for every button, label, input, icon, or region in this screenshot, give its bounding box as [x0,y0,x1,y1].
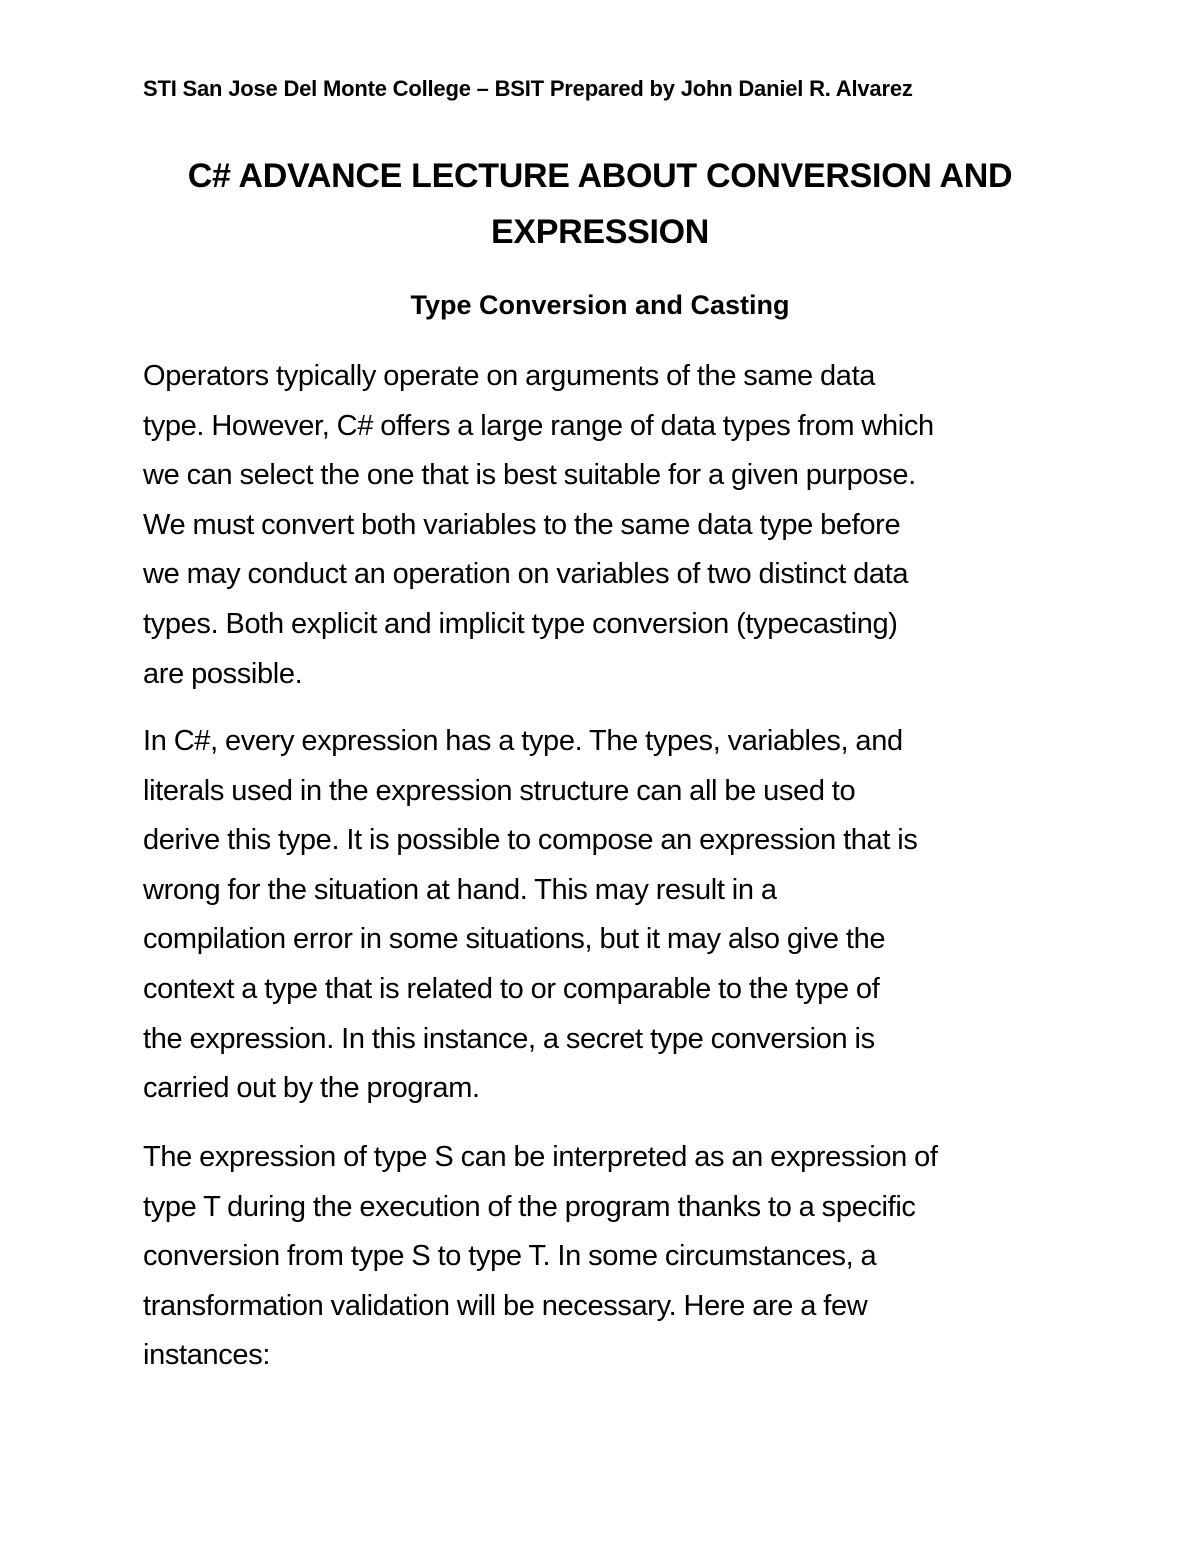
paragraph-expression-type [143,717,1083,1114]
paragraph-line: We must convert both variables to the same data type before [143,508,901,541]
title-line: C# ADVANCE LECTURE ABOUT CONVERSION AND [187,157,1013,195]
paragraph-line: transformation validation will be necessary. Here are a few [143,1289,868,1322]
paragraph-line: literals used in the expression structure can all be used to [143,774,856,807]
paragraph-line: The expression of type S can be interpreted as an expression of [143,1141,938,1173]
paragraph-line: types. Both explicit and implicit type conversion (typecasting) [143,607,898,640]
paragraph-line: type. However, C# offers a large range of data types from which [143,409,934,442]
paragraph-line: derive this type. It is possible to compose an expression that is [143,824,918,857]
paragraph-line: Operators typically operate on arguments of the same data [143,360,876,392]
paragraph-type-conversion [143,352,1083,699]
paragraph-line: we can select the one that is best suitable for a given purpose. [143,459,916,492]
title-line: EXPRESSION [490,213,710,251]
paragraph-line: context a type that is related to or comparable to the type of [143,972,880,1005]
section-heading: Type Conversion and Casting [410,290,790,320]
paragraph-s-to-t-conversion [143,1133,1083,1381]
paragraph-line: carried out by the program. [143,1072,480,1105]
paragraph-line: In C#, every expression has a type. The types, variables, and [143,725,903,757]
paragraph-line: wrong for the situation at hand. This may result in a [143,873,777,906]
page-header: STI San Jose Del Monte College – BSIT Prepared by John Daniel R. Alvarez [143,76,913,101]
paragraph-line: type T during the execution of the program thanks to a specific [143,1190,916,1223]
paragraph-line: compilation error in some situations, but it may also give the [143,923,886,956]
paragraph-line: are possible. [143,657,303,690]
paragraph-line: instances: [143,1339,271,1372]
paragraph-line: we may conduct an operation on variables of two distinct data [143,558,909,591]
document-title [100,148,1100,260]
paragraph-line: conversion from type S to type T. In some circumstances, a [143,1240,877,1273]
paragraph-line: the expression. In this instance, a secret type conversion is [143,1022,875,1055]
